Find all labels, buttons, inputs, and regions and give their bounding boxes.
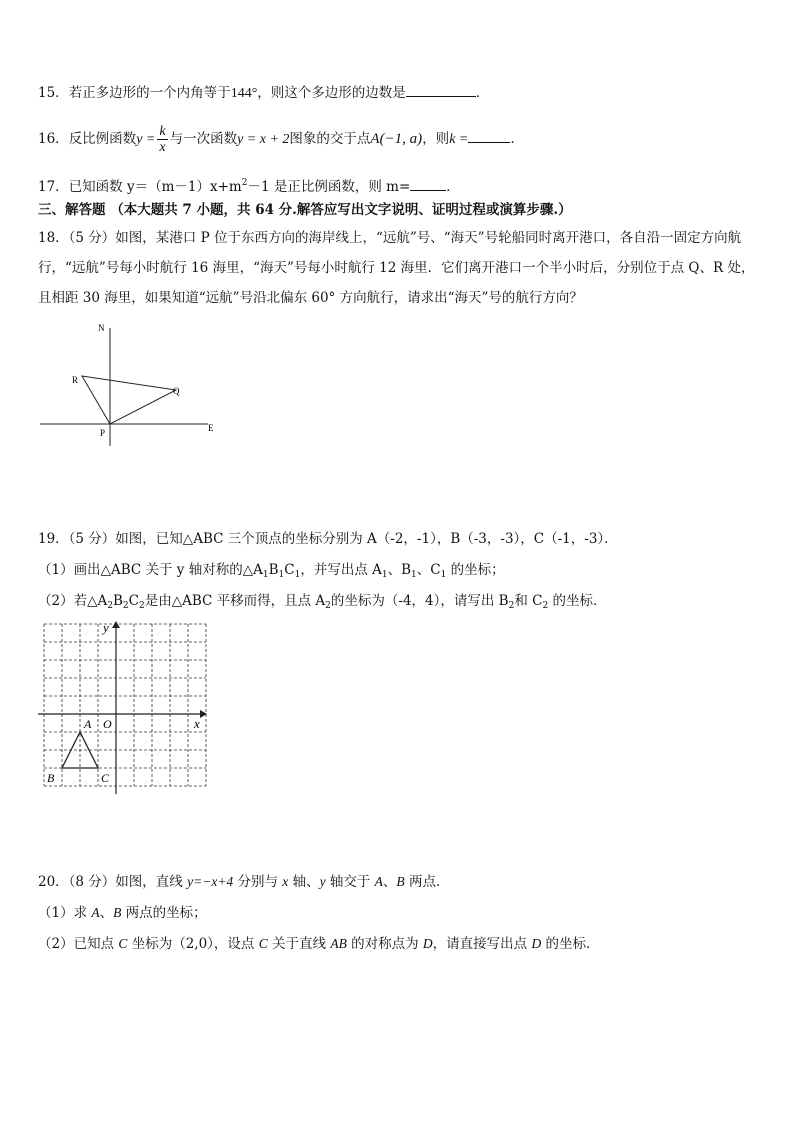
label-P: P [100,428,106,438]
label-Q: Q [173,386,180,396]
label-y: y [103,620,109,635]
question-18-line-3: 且相距 30 海里，如果知道“远航”号沿北偏东 60° 方向航行，请求出“海天”号的航行方向？ [38,290,583,306]
question-20-line-3: （2）已知点 C 坐标为（2,0），设点 C 关于直线 AB 的对称点为 D，请直接写出点 D 的坐标． [38,936,600,952]
triangle-PQR [82,376,176,424]
question-20-line-1: 20．（8 分）如图，直线 y=−x+4 分别与 x 轴、y 轴交于 A、B 两点． [38,874,450,890]
section-header: 三、解答题 （本大题共 7 小题，共 64 分.解答应写出文字说明、证明过程或演算步骤.） [38,202,572,218]
question-17: 17．已知函数 $y=(m-1)x+m^2-1$ 是正比例函数，则 m= ． [38,178,460,195]
label-C: C [101,771,110,785]
question-18-line-2: 行，“远航”号每小时航行 16 海里，“海天”号每小时航行 12 海里．它们离开港口一个半小时后，分别位于点 Q、R 处， [38,260,755,276]
label-A: A [84,717,92,731]
question-20-line-2: （1）求 A、B 两点的坐标； [38,905,207,921]
label-x: x [194,716,200,731]
label-E: E [208,423,214,433]
label-R: R [72,375,79,385]
answer-blank[interactable] [468,128,510,143]
q18-figure [36,318,226,448]
label-B: B [47,771,55,785]
question-19-line-2: （1）画出△ABC 关于 y 轴对称的$\triangle A_1B_1C_1$，并写出点 $A_1$、$B_1$、$C_1$ 的坐标； [38,562,505,580]
q19-coordinate-grid [34,618,214,798]
answer-blank[interactable] [406,82,476,97]
y-axis-arrow [112,621,120,628]
question-19-line-1: 19．（5 分）如图，已知△ABC 三个顶点的坐标分别为 A（-2，-1），B（-3，-3），C（-1，-3）． [38,531,618,547]
question-16: 16．反比例函数y = $\frac{k}{x}$ 与一次函数y = x + 2图象的交于点A(−1, a)，则k = . [38,124,515,155]
question-19-line-3: （2）若$\triangle A_2B_2C_2$是由△ABC 平移而得，且点 $A_2$的坐标为（-4，4），请写出 $B_2$和 $C_2$ 的坐标． [38,593,607,611]
question-15: 15．若正多边形的一个内角等于144°，则这个多边形的边数是 ． [38,82,489,104]
label-N: N [98,323,105,333]
question-18-line-1: 18．（5 分）如图，某港口 P 位于东西方向的海岸线上，“远航”号、“海天”号轮船同时离开港口，各自沿一固定方向航 [38,230,742,246]
fraction-k-over-x: $\frac{k}{x}$ [159,124,166,155]
answer-blank[interactable] [410,176,446,191]
label-O: O [103,717,112,731]
